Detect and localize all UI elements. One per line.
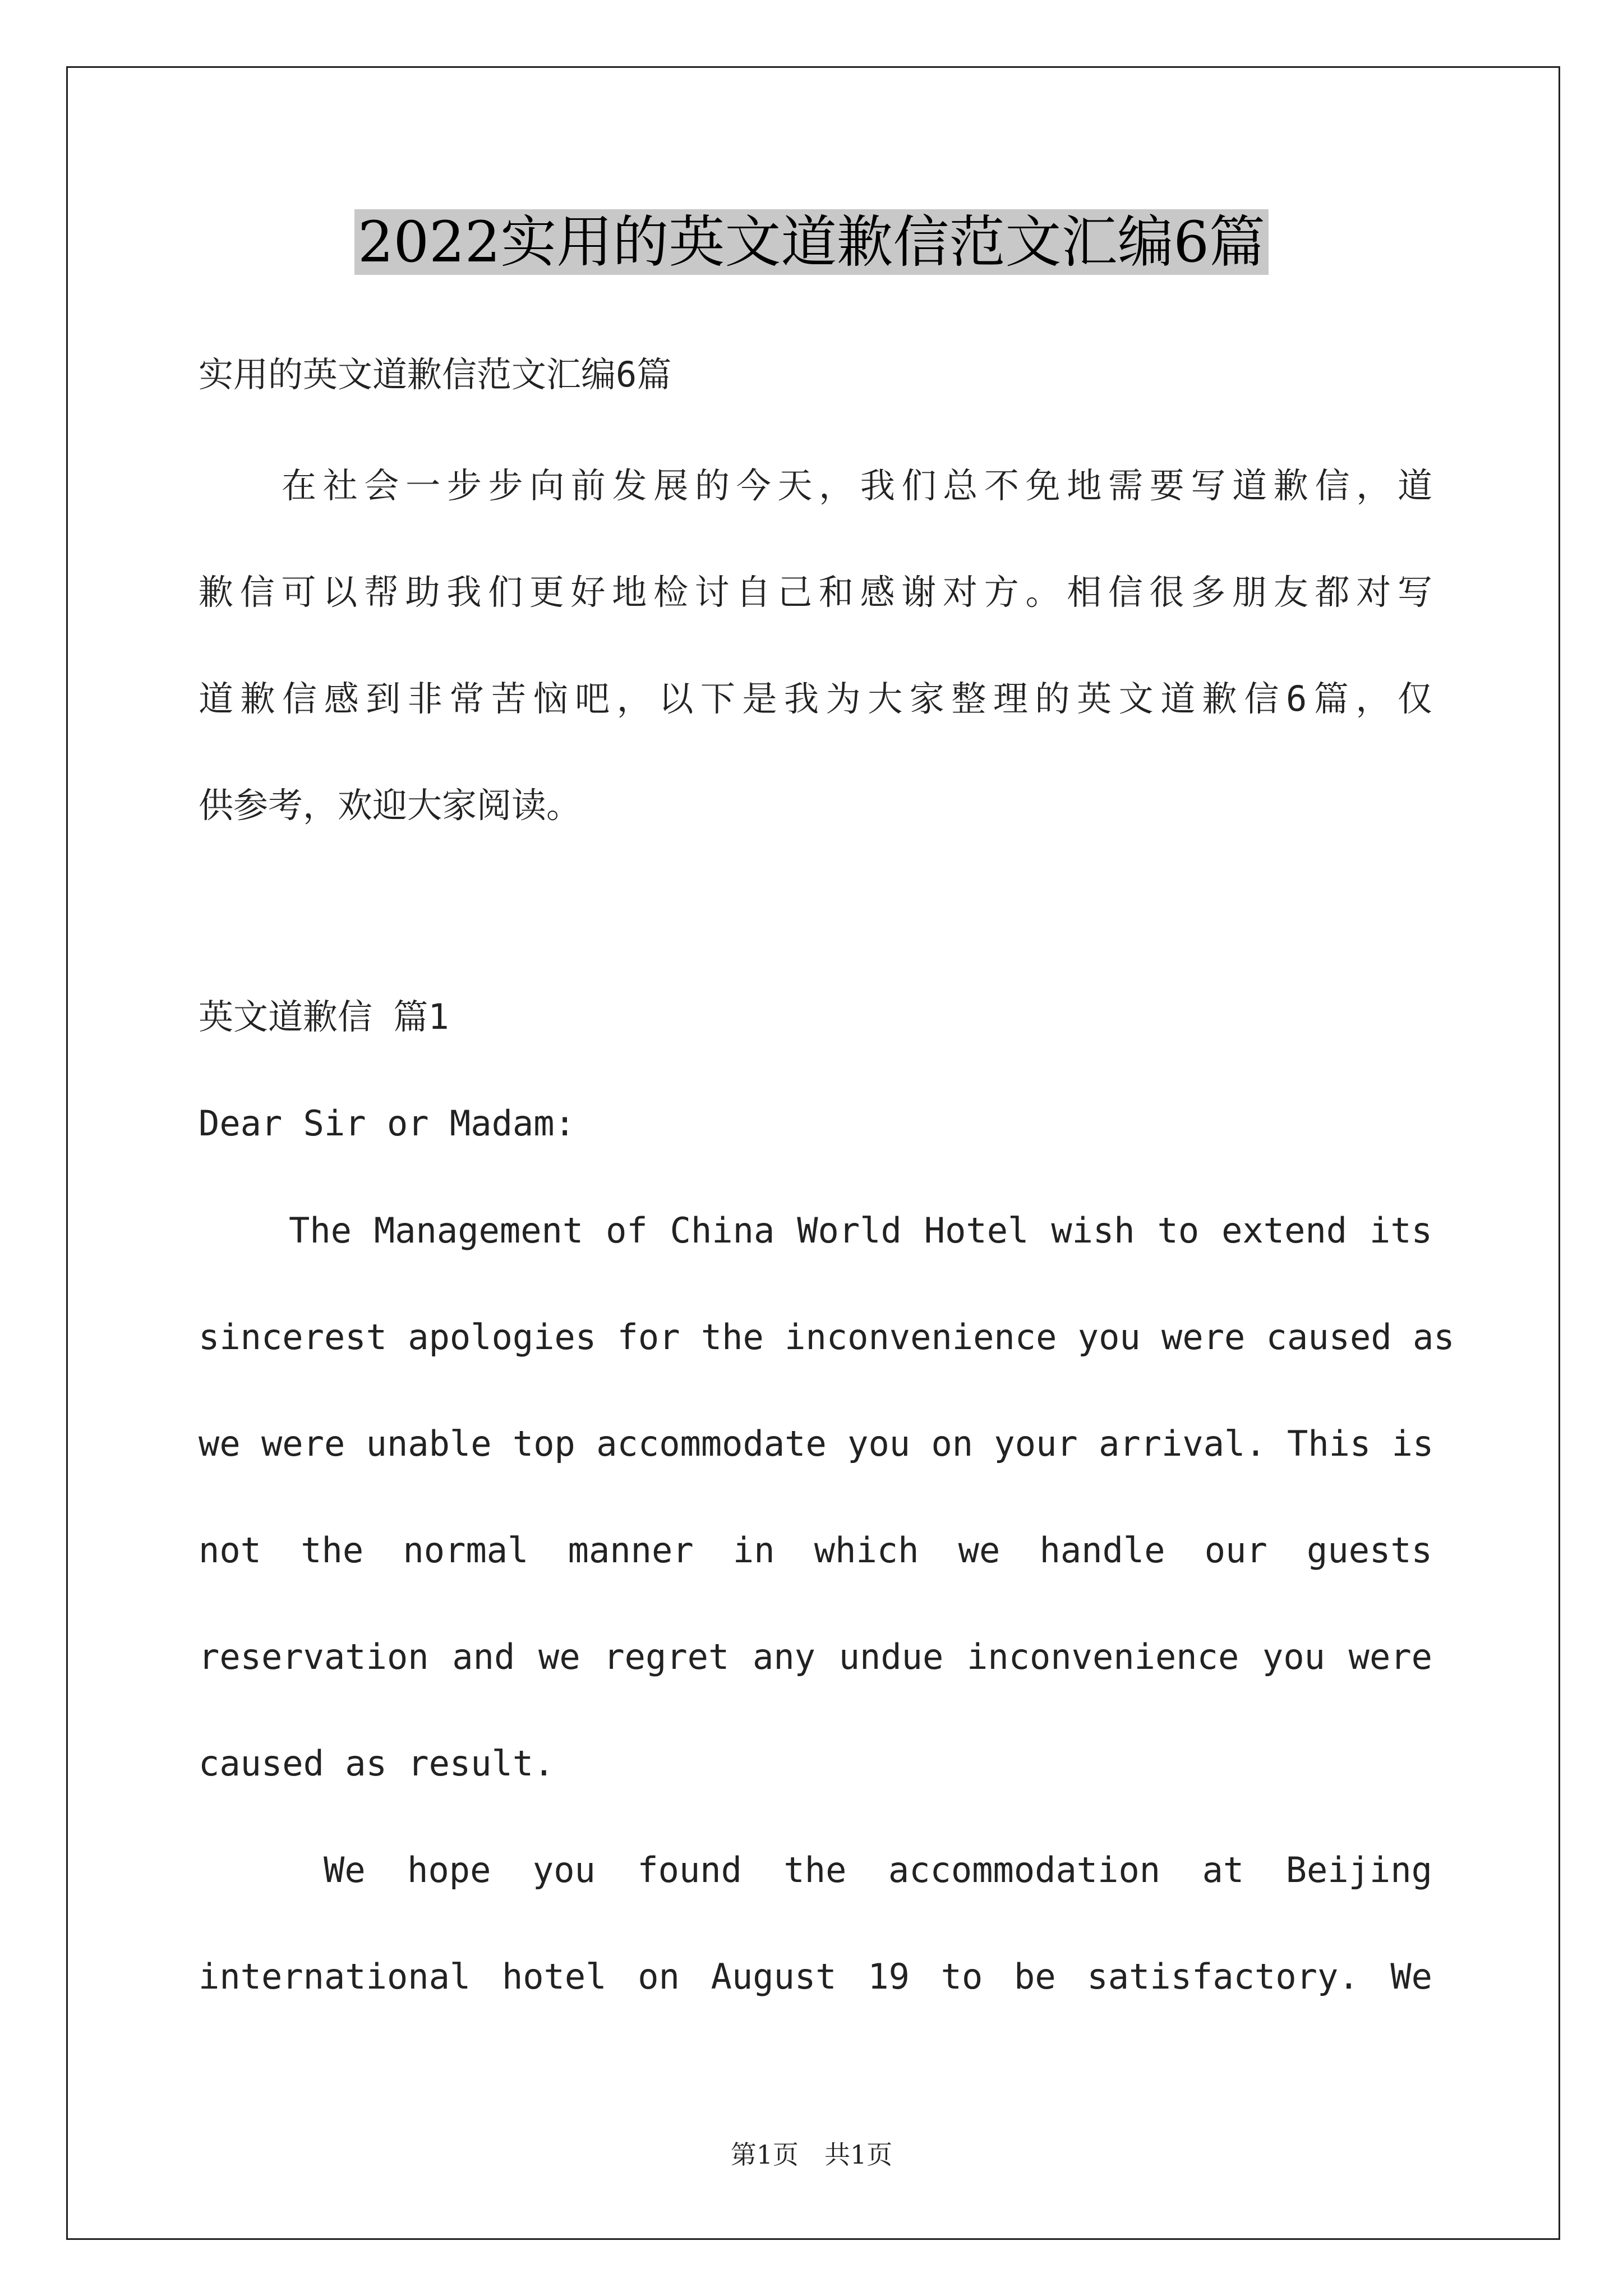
page-footer: 第1页 共1页 [730,2139,893,2170]
body-line-7: We hope you found the accommodation at Beijing [324,1849,1432,1890]
salutation: Dear Sir or Madam: [199,1103,575,1144]
intro-line-1: 在社会一步步向前发展的今天，我们总不免地需要写道歉信，道 [282,465,1432,506]
document-subtitle: 实用的英文道歉信范文汇编6篇 [199,354,672,395]
document-title [0,203,1623,282]
intro-line-3: 道歉信感到非常苦恼吧，以下是我为大家整理的英文道歉信6篇，仅 [199,678,1432,719]
body-line-1: The Management of China World Hotel wish to extend its [289,1210,1432,1251]
body-line-6: caused as result. [199,1743,555,1784]
body-line-3: we were unable top accommodate you on your arrival. This is [199,1423,1434,1464]
body-line-4: not the normal manner in which we handle our guests [199,1530,1432,1571]
document-title-text: 2022实用的英文道歉信范文汇编6篇 [354,209,1269,275]
intro-line-2: 歉信可以帮助我们更好地检讨自己和感谢对方。相信很多朋友都对写 [199,572,1432,613]
body-line-2: sincerest apologies for the inconvenience you were caused as [199,1317,1455,1358]
section-heading: 英文道歉信 篇1 [199,996,449,1037]
intro-line-4: 供参考，欢迎大家阅读。 [199,785,582,826]
body-line-8: international hotel on August 19 to be satisfactory. We [199,1956,1432,1997]
body-line-5: reservation and we regret any undue inconvenience you were [199,1636,1432,1677]
